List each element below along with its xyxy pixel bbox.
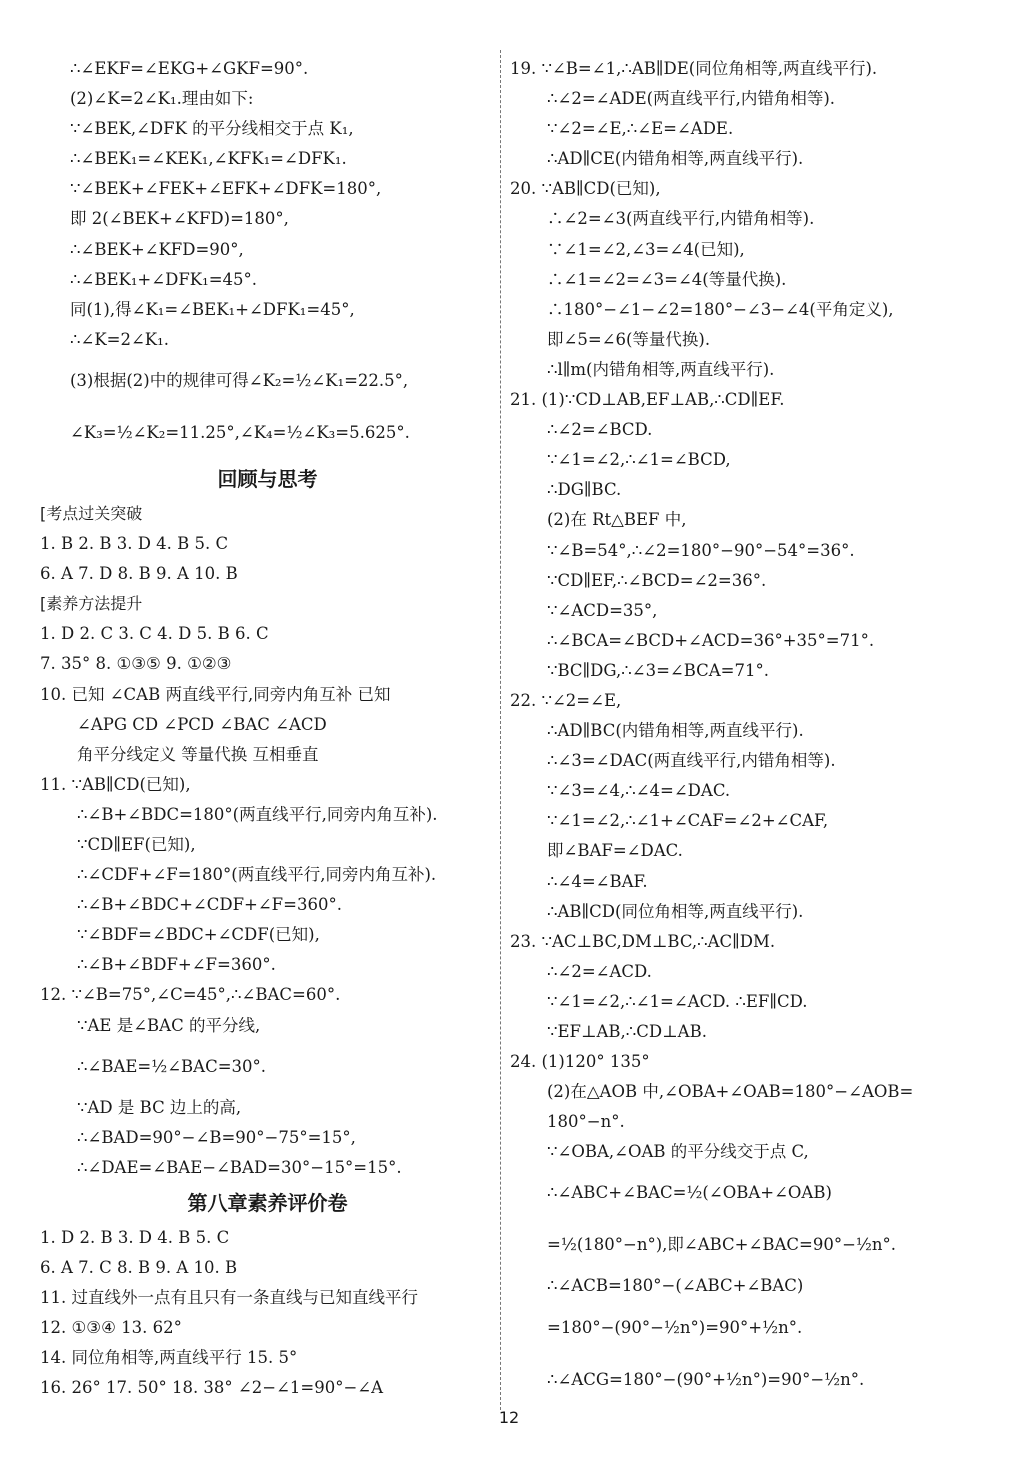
text-line: ∴DG∥BC. bbox=[547, 480, 622, 500]
text-line: ∵∠OBA,∠OAB 的平分线交于点 C, bbox=[547, 1142, 809, 1162]
text-line: ∴∠1=∠2=∠3=∠4(等量代换). bbox=[547, 269, 787, 289]
section-title: 回顾与思考 bbox=[217, 466, 318, 491]
text-line: =½(180°−n°),即∠ABC+∠BAC=90°−½n°. bbox=[547, 1235, 897, 1255]
text-line: ∴∠BAE=½∠BAC=30°. bbox=[77, 1056, 267, 1076]
text-line: ∵∠1=∠2,∠3=∠4(已知), bbox=[547, 239, 745, 259]
answer-line: 6. A 7. D 8. B 9. A 10. B bbox=[40, 564, 238, 584]
answer-line: 19. ∵∠B=∠1,∴AB∥DE(同位角相等,两直线平行). bbox=[510, 59, 878, 78]
answer-line: 6. A 7. C 8. B 9. A 10. B bbox=[40, 1258, 238, 1277]
text-line: ∴∠2=∠ADE(两直线平行,内错角相等). bbox=[547, 89, 836, 109]
answer-line: 11. 过直线外一点有且只有一条直线与已知直线平行 bbox=[40, 1288, 418, 1308]
text-line: ∴∠3=∠DAC(两直线平行,内错角相等). bbox=[547, 751, 836, 771]
section-title: 第八章素养评价卷 bbox=[187, 1190, 348, 1215]
text-line: ∴∠B+∠BDC=180°(两直线平行,同旁内角互补). bbox=[77, 804, 438, 824]
text-line: ∵∠1=∠2,∴∠1=∠ACD. ∴EF∥CD. bbox=[547, 991, 808, 1011]
text-line: ∵CD∥EF,∴∠BCD=∠2=36°. bbox=[547, 570, 767, 590]
text-line: ∴∠CDF+∠F=180°(两直线平行,同旁内角互补). bbox=[77, 865, 437, 885]
subsection-title: [素养方法提升 bbox=[40, 594, 143, 614]
answer-line: 16. 26° 17. 50° 18. 38° ∠2−∠1=90°−∠A bbox=[40, 1378, 384, 1398]
column-divider bbox=[500, 50, 501, 1410]
text-line: ∴AB∥CD(同位角相等,两直线平行). bbox=[547, 901, 804, 921]
text-line: 即 2(∠BEK+∠KFD)=180°, bbox=[70, 209, 289, 229]
text-line: ∵AD 是 BC 边上的高, bbox=[77, 1097, 242, 1117]
subsection-title: [考点过关突破 bbox=[40, 503, 143, 523]
text-line: ∵AE 是∠BAC 的平分线, bbox=[77, 1015, 261, 1035]
answer-line: 23. ∵AC⊥BC,DM⊥BC,∴AC∥DM. bbox=[510, 931, 776, 951]
text-line: ∵∠2=∠E,∴∠E=∠ADE. bbox=[547, 119, 734, 139]
text-line: =180°−(90°−½n°)=90°+½n°. bbox=[547, 1317, 803, 1337]
answer-line: 1. B 2. B 3. D 4. B 5. C bbox=[40, 534, 229, 554]
text-line: ∵∠1=∠2,∴∠1+∠CAF=∠2+∠CAF, bbox=[547, 811, 829, 831]
text-line: ∵∠BEK,∠DFK 的平分线相交于点 K₁, bbox=[70, 119, 354, 139]
left-column bbox=[40, 54, 495, 1403]
text-line: 180°−n°. bbox=[547, 1112, 625, 1132]
text-line: ∵∠BDF=∠BDC+∠CDF(已知), bbox=[77, 925, 320, 945]
text-line: ∴∠ACB=180°−(∠ABC+∠BAC) bbox=[547, 1276, 804, 1296]
text-line: ∴AD∥BC(内错角相等,两直线平行). bbox=[547, 721, 804, 741]
right-column bbox=[510, 54, 980, 1406]
answer-line: 21. (1)∵CD⊥AB,EF⊥AB,∴CD∥EF. bbox=[510, 390, 785, 410]
text-line: ∠APG CD ∠PCD ∠BAC ∠ACD bbox=[77, 714, 327, 734]
text-line: ∴∠BAD=90°−∠B=90°−75°=15°, bbox=[77, 1127, 356, 1147]
answer-line: 1. D 2. B 3. D 4. B 5. C bbox=[40, 1227, 230, 1247]
text-line: ∵∠ACD=35°, bbox=[547, 600, 658, 620]
text-line: ∴∠K=2∠K₁. bbox=[70, 329, 169, 349]
text-line: ∴∠BEK+∠KFD=90°, bbox=[70, 239, 244, 259]
text-line: ∴∠2=∠3(两直线平行,内错角相等). bbox=[547, 209, 815, 229]
answer-line: 11. ∵AB∥CD(已知), bbox=[40, 774, 191, 794]
answer-line: 20. ∵AB∥CD(已知), bbox=[510, 179, 661, 199]
text-line: ∵∠B=54°,∴∠2=180°−90°−54°=36°. bbox=[547, 540, 855, 560]
answer-line: 12. ∵∠B=75°,∠C=45°,∴∠BAC=60°. bbox=[40, 985, 341, 1005]
text-line: 角平分线定义 等量代换 互相垂直 bbox=[77, 744, 319, 764]
text-line: ∵CD∥EF(已知), bbox=[77, 834, 196, 854]
text-line: ∴∠BEK₁+∠DFK₁=45°. bbox=[70, 269, 258, 289]
text-line: 即∠BAF=∠DAC. bbox=[547, 841, 683, 861]
answer-line: 1. D 2. C 3. C 4. D 5. B 6. C bbox=[40, 624, 269, 644]
text-line: ∴∠B+∠BDF+∠F=360°. bbox=[77, 955, 276, 975]
text-line: ∴∠BEK₁=∠KEK₁,∠KFK₁=∠DFK₁. bbox=[70, 149, 347, 169]
text-line: ∵∠BEK+∠FEK+∠EFK+∠DFK=180°, bbox=[70, 179, 382, 199]
text-line: ∴∠B+∠BDC+∠CDF+∠F=360°. bbox=[77, 895, 342, 915]
text-line: ∴∠EKF=∠EKG+∠GKF=90°. bbox=[70, 59, 309, 78]
text-line: ∴∠4=∠BAF. bbox=[547, 871, 648, 891]
text-line: ∵BC∥DG,∴∠3=∠BCA=71°. bbox=[547, 660, 770, 680]
answer-line: 22. ∵∠2=∠E, bbox=[510, 690, 622, 710]
text-line: ∴∠ACG=180°−(90°+½n°)=90°−½n°. bbox=[547, 1369, 865, 1389]
text-line: ∴AD∥CE(内错角相等,两直线平行). bbox=[547, 149, 804, 169]
text-line: ∴∠ABC+∠BAC=½(∠OBA+∠OAB) bbox=[547, 1183, 832, 1203]
text-line: ∵EF⊥AB,∴CD⊥AB. bbox=[547, 1022, 707, 1041]
text-line: ∴∠DAE=∠BAE−∠BAD=30°−15°=15°. bbox=[77, 1157, 402, 1177]
answer-line: 12. ①③④ 13. 62° bbox=[40, 1318, 182, 1338]
answer-line: 14. 同位角相等,两直线平行 15. 5° bbox=[40, 1348, 298, 1368]
text-line: ∵∠1=∠2,∴∠1=∠BCD, bbox=[547, 450, 731, 470]
answer-line: 7. 35° 8. ①③⑤ 9. ①②③ bbox=[40, 654, 232, 674]
text-line: ∴∠2=∠BCD. bbox=[547, 420, 653, 440]
text-line: (2)在△AOB 中,∠OBA+∠OAB=180°−∠AOB= bbox=[547, 1082, 914, 1102]
text-line: (3)根据(2)中的规律可得∠K₂=½∠K₁=22.5°, bbox=[70, 370, 409, 390]
text-line: ∴l∥m(内错角相等,两直线平行). bbox=[547, 359, 775, 379]
answer-line: 24. (1)120° 135° bbox=[510, 1052, 650, 1072]
text-line: ∴∠2=∠ACD. bbox=[547, 961, 652, 981]
text-line: (2)在 Rt△BEF 中, bbox=[547, 510, 687, 530]
text-line: (2)∠K=2∠K₁.理由如下: bbox=[70, 89, 254, 109]
text-line: ∠K₃=½∠K₂=11.25°,∠K₄=½∠K₃=5.625°. bbox=[70, 422, 410, 442]
text-line: 即∠5=∠6(等量代换). bbox=[547, 329, 711, 349]
page-number: 12 bbox=[498, 1408, 520, 1427]
text-line: ∴180°−∠1−∠2=180°−∠3−∠4(平角定义), bbox=[547, 299, 894, 319]
text-line: ∴∠BCA=∠BCD+∠ACD=36°+35°=71°. bbox=[547, 630, 875, 650]
text-line: ∵∠3=∠4,∴∠4=∠DAC. bbox=[547, 781, 731, 801]
answer-line: 10. 已知 ∠CAB 两直线平行,同旁内角互补 已知 bbox=[40, 684, 391, 704]
text-line: 同(1),得∠K₁=∠BEK₁+∠DFK₁=45°, bbox=[70, 299, 355, 319]
